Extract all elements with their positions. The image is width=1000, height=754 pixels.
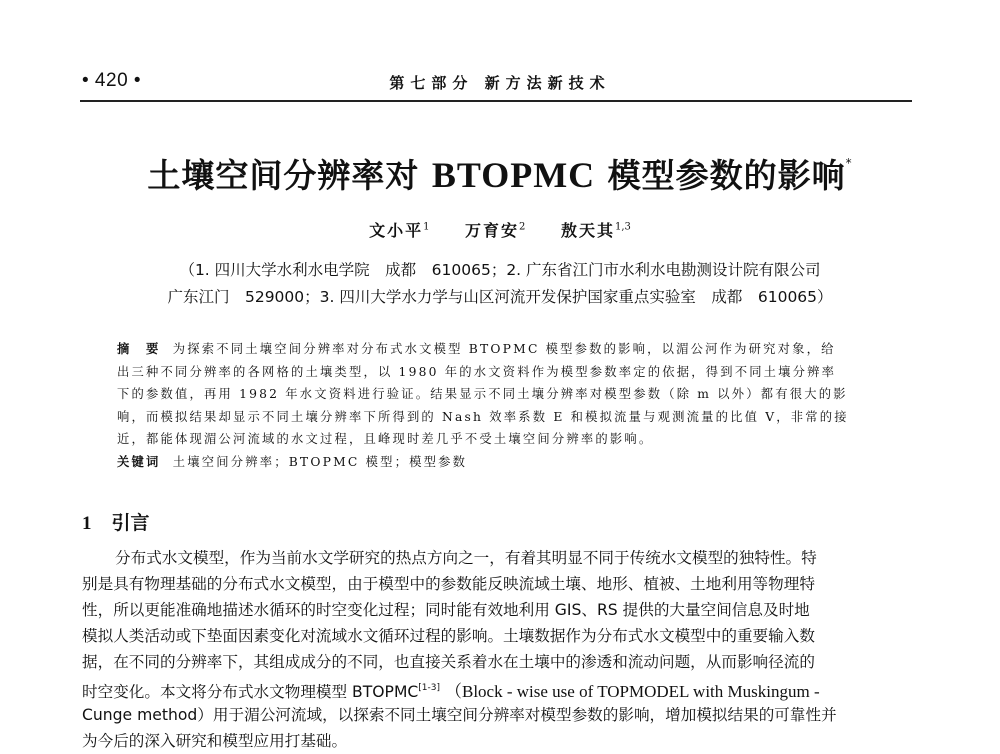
author-affil: 2	[519, 221, 526, 233]
abstract-line: 下的参数值，再用 1982 年水文资料进行验证。结果显示不同土壤分辨率对模型参数（除 m 以外）都有很大的影	[117, 387, 848, 402]
author-name: 文小平	[369, 221, 424, 240]
body-line: 模拟人类活动或下垫面因素变化对流域水文循环过程的影响。土壤数据作为分布式水文模型中的重要输入数	[82, 627, 815, 646]
title-prefix: 土壤空间分辨率对	[147, 156, 420, 195]
author-name: 万育安	[465, 221, 520, 240]
keywords-line	[117, 451, 883, 474]
section-title: 引言	[111, 512, 150, 534]
keywords-label: 关键词	[117, 454, 161, 469]
article-title	[0, 150, 1000, 197]
citation-ref: [1-3]	[418, 683, 441, 694]
abstract-line: 出三种不同分辨率的各网格的土壤类型，以 1980 年的水文资料作为模型参数率定的依据，得到不同土壤分辨率	[117, 364, 837, 379]
title-model: BTOPMC	[431, 155, 596, 195]
body-line: 性，所以更能准确地描述水循环的时空变化过程；同时能有效地利用 GIS、RS 提供的大量空间信息及时地	[82, 601, 810, 620]
body-line: 别是具有物理基础的分布式水文模型，由于模型中的参数能反映流域土壤、地形、植被、土地利用等物理特	[82, 575, 815, 594]
affiliation-line: 广东江门 529000；3. 四川大学水力学与山区河流开发保护国家重点实验室 成都 610065）	[167, 288, 833, 306]
body-line: 时空变化。本文将分布式水文物理模型 BTOPMC[1-3] （Block - wise use of TOPMODEL with Muskingum -	[82, 682, 820, 702]
running-head: 第七部分 新方法新技术	[389, 74, 611, 92]
abstract-line: 摘 要 为探索不同土壤空间分辨率对分布式水文模型 BTOPMC 模型参数的影响，以湄公河作为研究对象，给	[117, 342, 836, 356]
abstract-label: 摘 要	[117, 342, 161, 356]
author-affil: 1,3	[615, 221, 631, 233]
body-line: Cunge method）用于湄公河流域，以探索不同土壤空间分辨率对模型参数的影响，增加模拟结果的可靠性并	[82, 705, 837, 724]
section-heading	[82, 508, 150, 535]
author-name: 敖天其	[561, 221, 616, 240]
title-footnote-mark: *	[845, 156, 853, 170]
author-list	[0, 218, 1000, 241]
abstract-block	[117, 338, 883, 474]
page-number: • 420 •	[82, 70, 142, 91]
title-suffix: 模型参数的影响	[607, 156, 846, 195]
abstract-line: 响，而模拟结果却显示不同土壤分辨率下所得到的 Nash 效率系数 E 和模拟流量与观测流量的比值 V，非常的接	[117, 409, 849, 424]
section-number: 1	[82, 513, 92, 534]
body-paragraph	[82, 545, 914, 754]
body-line: 分布式水文模型，作为当前水文学研究的热点方向之一，有着其明显不同于传统水文模型的独特性。特	[115, 549, 817, 567]
keywords: 土壤空间分辨率；BTOPMC 模型；模型参数	[172, 454, 468, 469]
body-line: 为今后的深入研究和模型应用打基础。	[82, 731, 348, 750]
header-rule	[80, 100, 912, 102]
affiliation-line: （1. 四川大学水利水电学院 成都 610065；2. 广东省江门市水利水电勘测设计院有限公司	[179, 261, 821, 279]
abstract-line: 近，都能体现湄公河流域的水文过程，且峰现时差几乎不受土壤空间分辨率的影响。	[117, 432, 654, 447]
author-affil: 1	[423, 221, 430, 233]
body-line: 据，在不同的分辨率下，其组成成分的不同，也直接关系着水在土壤中的渗透和流动问题，从而影响径流的	[82, 653, 815, 672]
